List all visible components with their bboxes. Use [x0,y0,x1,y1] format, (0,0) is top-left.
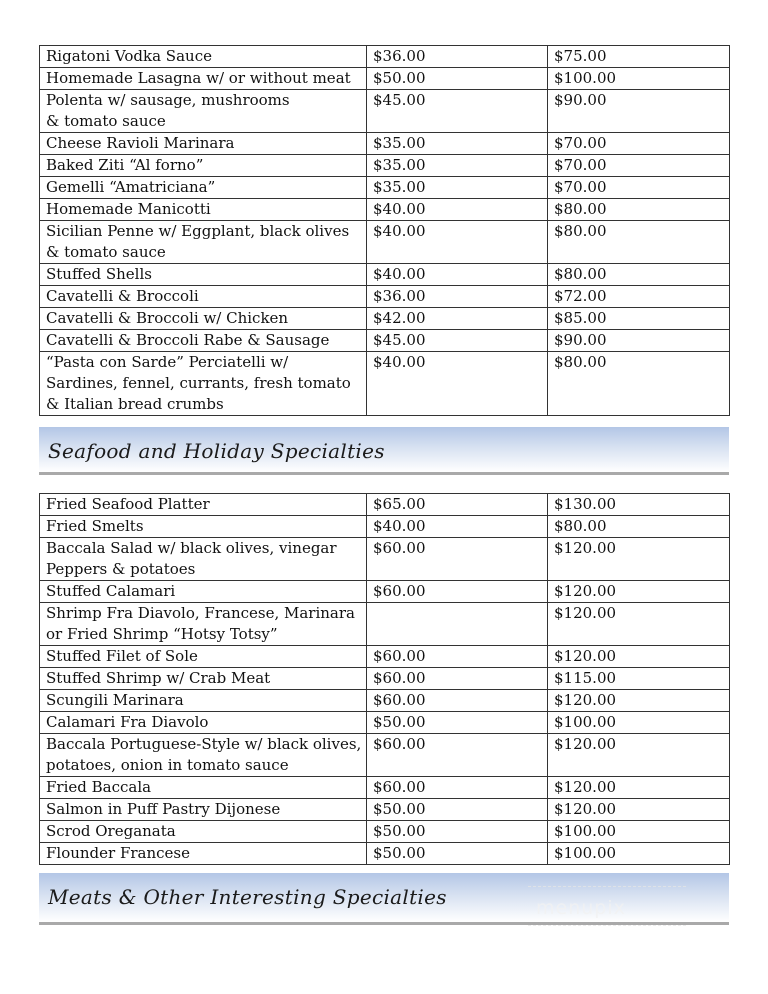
dish-name: Flounder Francese [40,843,367,865]
table-row [40,68,730,90]
half-tray-price: $60.00 [367,690,548,712]
full-tray-price: $70.00 [548,133,730,155]
full-tray-price: $80.00 [548,516,730,538]
half-tray-price: $60.00 [367,646,548,668]
full-tray-price: $85.00 [548,308,730,330]
half-tray-price: $50.00 [367,821,548,843]
half-tray-price: $60.00 [367,538,548,581]
full-tray-price: $72.00 [548,286,730,308]
dish-name: Rigatoni Vodka Sauce [40,46,367,68]
dish-name: Fried Seafood Platter [40,494,367,516]
full-tray-price: $100.00 [548,843,730,865]
table-row [40,734,730,777]
dish-name: Calamari Fra Diavolo [40,712,367,734]
dish-name: Homemade Manicotti [40,199,367,221]
dish-name: Baked Ziti “Al forno” [40,155,367,177]
table-row [40,46,730,68]
table-row [40,90,730,133]
table-row [40,133,730,155]
meats-section-title: Meats & Other Interesting Specialties [48,885,447,909]
half-tray-price: $50.00 [367,712,548,734]
table-row [40,712,730,734]
full-tray-price: $120.00 [548,799,730,821]
dish-name: Cavatelli & Broccoli w/ Chicken [40,308,367,330]
half-tray-price: $35.00 [367,177,548,199]
table-row [40,177,730,199]
dish-name: Sicilian Penne w/ Eggplant, black olives & tomato sauce [40,221,367,264]
table-row [40,352,730,416]
table-row [40,538,730,581]
dish-name: Fried Smelts [40,516,367,538]
dish-name: Fried Baccala [40,777,367,799]
seafood-menu-body [40,494,730,865]
full-tray-price: $100.00 [548,68,730,90]
half-tray-price: $36.00 [367,46,548,68]
dish-name: Stuffed Shrimp w/ Crab Meat [40,668,367,690]
dish-name: Stuffed Shells [40,264,367,286]
half-tray-price: $45.00 [367,330,548,352]
full-tray-price: $120.00 [548,777,730,799]
half-tray-price: $60.00 [367,734,548,777]
table-row [40,777,730,799]
full-tray-price: $120.00 [548,690,730,712]
full-tray-price: $120.00 [548,646,730,668]
half-tray-price: $42.00 [367,308,548,330]
dish-name: Cavatelli & Broccoli Rabe & Sausage [40,330,367,352]
dish-name: Stuffed Calamari [40,581,367,603]
half-tray-price: $40.00 [367,199,548,221]
full-tray-price: $70.00 [548,177,730,199]
dish-name: Salmon in Puff Pastry Dijonese [40,799,367,821]
table-row [40,581,730,603]
table-row [40,516,730,538]
pasta-menu-body [40,46,730,416]
half-tray-price: $60.00 [367,668,548,690]
table-row [40,843,730,865]
dish-name: Cheese Ravioli Marinara [40,133,367,155]
half-tray-price: $40.00 [367,221,548,264]
full-tray-price: $120.00 [548,734,730,777]
full-tray-price: $75.00 [548,46,730,68]
table-row [40,330,730,352]
full-tray-price: $90.00 [548,330,730,352]
half-tray-price: $65.00 [367,494,548,516]
table-row [40,264,730,286]
full-tray-price: $100.00 [548,712,730,734]
full-tray-price: $70.00 [548,155,730,177]
dish-name: Scungili Marinara [40,690,367,712]
dish-name: Cavatelli & Broccoli [40,286,367,308]
seafood-section-header [39,427,729,475]
watermark-text: menupix [536,897,626,919]
half-tray-price: $40.00 [367,516,548,538]
pasta-menu-table [39,45,730,416]
full-tray-price: $100.00 [548,821,730,843]
full-tray-price: $80.00 [548,264,730,286]
table-row [40,199,730,221]
table-row [40,603,730,646]
full-tray-price: $120.00 [548,538,730,581]
menupix-watermark [528,886,686,926]
seafood-section-title: Seafood and Holiday Specialties [48,439,385,463]
dish-name: Baccala Salad w/ black olives, vinegar Peppers & potatoes [40,538,367,581]
half-tray-price [367,603,548,646]
table-row [40,494,730,516]
table-row [40,821,730,843]
half-tray-price: $50.00 [367,799,548,821]
half-tray-price: $40.00 [367,352,548,416]
full-tray-price: $115.00 [548,668,730,690]
dish-name: Gemelli “Amatriciana” [40,177,367,199]
dish-name: Shrimp Fra Diavolo, Francese, Marinara or Fried Shrimp “Hotsy Totsy” [40,603,367,646]
half-tray-price: $50.00 [367,68,548,90]
half-tray-price: $36.00 [367,286,548,308]
half-tray-price: $35.00 [367,155,548,177]
table-row [40,646,730,668]
half-tray-price: $45.00 [367,90,548,133]
full-tray-price: $120.00 [548,581,730,603]
table-row [40,155,730,177]
half-tray-price: $60.00 [367,581,548,603]
half-tray-price: $35.00 [367,133,548,155]
dish-name: Baccala Portuguese-Style w/ black olives, potatoes, onion in tomato sauce [40,734,367,777]
half-tray-price: $40.00 [367,264,548,286]
full-tray-price: $80.00 [548,221,730,264]
dish-name: Scrod Oreganata [40,821,367,843]
dish-name: Polenta w/ sausage, mushrooms & tomato sauce [40,90,367,133]
table-row [40,668,730,690]
full-tray-price: $120.00 [548,603,730,646]
full-tray-price: $130.00 [548,494,730,516]
table-row [40,308,730,330]
table-row [40,221,730,264]
half-tray-price: $50.00 [367,843,548,865]
table-row [40,799,730,821]
seafood-menu-table [39,493,730,865]
table-row [40,286,730,308]
dish-name: Homemade Lasagna w/ or without meat [40,68,367,90]
table-row [40,690,730,712]
full-tray-price: $80.00 [548,352,730,416]
dish-name: Stuffed Filet of Sole [40,646,367,668]
dish-name: “Pasta con Sarde” Perciatelli w/ Sardines, fennel, currants, fresh tomato & Italian bread crumbs [40,352,367,416]
full-tray-price: $80.00 [548,199,730,221]
full-tray-price: $90.00 [548,90,730,133]
half-tray-price: $60.00 [367,777,548,799]
